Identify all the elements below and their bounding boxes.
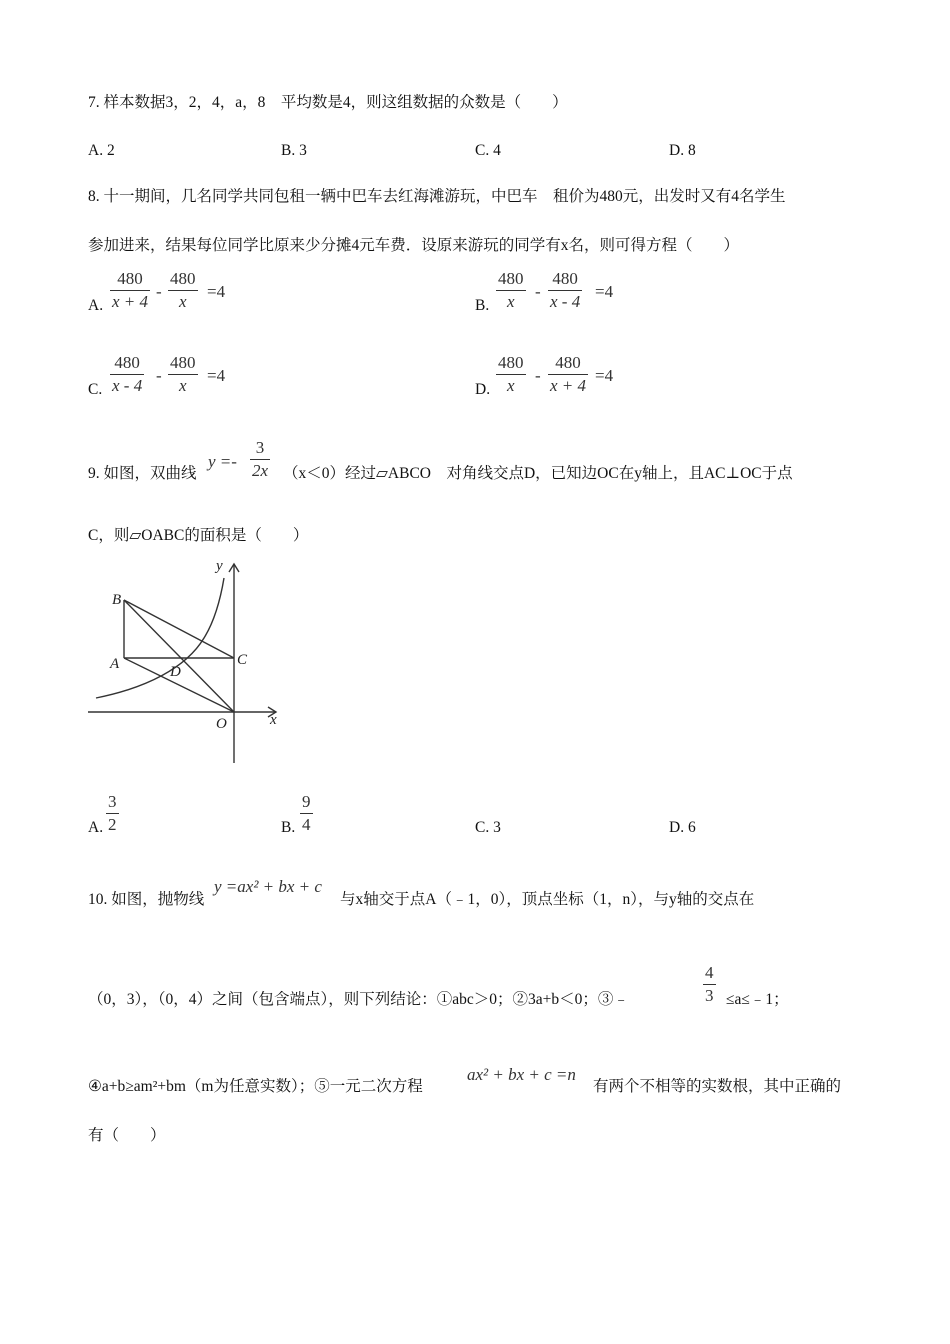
denominator: x - 4 bbox=[550, 292, 581, 311]
denominator: x bbox=[168, 374, 198, 397]
numerator: 480 bbox=[170, 353, 196, 372]
figure-label-b: B bbox=[112, 592, 122, 608]
q8-option-b-rhs: =4 bbox=[595, 282, 614, 301]
denominator: x bbox=[496, 374, 526, 397]
denominator: 2x bbox=[252, 461, 269, 480]
q7-option-b: B. 3 bbox=[281, 142, 307, 159]
q10-equation: y =ax² + bx + c bbox=[214, 877, 322, 896]
q10-stem-prefix: 10. 如图，抛物线 bbox=[88, 891, 205, 908]
figure-label-d: D bbox=[170, 664, 181, 680]
q8-option-b-minus: - bbox=[535, 282, 541, 301]
q9-equation-lhs: y =- bbox=[208, 452, 237, 471]
q8-option-a-rhs: =4 bbox=[207, 282, 226, 301]
numerator: 480 bbox=[117, 269, 143, 288]
denominator: x - 4 bbox=[112, 376, 143, 395]
denominator: x bbox=[168, 290, 198, 313]
numerator: 480 bbox=[552, 269, 578, 288]
figure-label-o: O bbox=[216, 716, 227, 732]
numerator: 3 bbox=[255, 438, 265, 457]
numerator: 9 bbox=[302, 792, 311, 811]
q8-option-d-fraction-1 bbox=[496, 352, 526, 397]
q8-option-a-fraction-1 bbox=[110, 268, 150, 313]
q8-option-a-label: A. bbox=[88, 297, 104, 314]
q10-stem-line3-b: 有两个不相等的实数根，其中正确的 bbox=[593, 1078, 842, 1095]
figure-label-a: A bbox=[110, 656, 120, 672]
denominator: x bbox=[496, 290, 526, 313]
q9-option-b-fraction bbox=[300, 791, 313, 836]
q9-parallelogram-figure bbox=[86, 558, 286, 768]
denominator: x + 4 bbox=[112, 292, 149, 311]
numerator: 480 bbox=[498, 353, 524, 372]
q7-option-c: C. 4 bbox=[475, 142, 501, 159]
q10-stem-suffix: 与x轴交于点A（﹣1，0），顶点坐标（1，n），与y轴的交点在 bbox=[340, 891, 755, 908]
q8-option-c-fraction-2 bbox=[168, 352, 198, 397]
q8-option-c-minus: - bbox=[156, 366, 162, 385]
q8-stem-line2: 参加进来，结果每位同学比原来少分摊4元车费．设原来游玩的同学有x名，则可得方程（ ） bbox=[88, 237, 740, 254]
q8-option-c-rhs: =4 bbox=[207, 366, 226, 385]
q9-option-d: D. 6 bbox=[669, 819, 696, 836]
q7-stem: 7. 样本数据3，2，4，a，8 平均数是4，则这组数据的众数是（ ） bbox=[88, 94, 568, 111]
q9-option-a-label: A. bbox=[88, 819, 104, 836]
q8-option-a-minus: - bbox=[156, 282, 162, 301]
q10-stem-line3-a: ④a+b≥am²+bm（m为任意实数）；⑤一元二次方程 bbox=[88, 1078, 423, 1095]
q8-option-b-fraction-1 bbox=[496, 268, 526, 313]
q9-equation-fraction bbox=[250, 437, 270, 482]
numerator: 3 bbox=[108, 792, 117, 811]
numerator: 480 bbox=[555, 353, 581, 372]
q10-line3-equation: ax² + bx + c =n bbox=[467, 1065, 576, 1084]
q8-option-b-label: B. bbox=[475, 297, 490, 314]
q8-option-c-fraction-1 bbox=[110, 352, 144, 397]
q7-option-a: A. 2 bbox=[88, 142, 115, 159]
q8-option-c-label: C. bbox=[88, 381, 103, 398]
q9-option-b-label: B. bbox=[281, 819, 296, 836]
numerator: 480 bbox=[114, 353, 140, 372]
diagonal-bo bbox=[124, 600, 234, 712]
denominator: x + 4 bbox=[550, 376, 587, 395]
denominator: 4 bbox=[302, 815, 311, 834]
figure-label-c: C bbox=[237, 652, 248, 668]
q10-stem-line2-a: （0，3），（0，4）之间（包含端点），则下列结论：①abc＞0；②3a+b＜0；③﹣ bbox=[88, 991, 629, 1008]
q9-option-a-fraction bbox=[106, 791, 119, 836]
q8-option-d-minus: - bbox=[535, 366, 541, 385]
q8-option-d-fraction-2 bbox=[548, 352, 588, 397]
numerator: 4 bbox=[705, 963, 714, 982]
q10-stem-line2-b: ≤a≤﹣1； bbox=[726, 991, 789, 1008]
denominator: 3 bbox=[705, 986, 714, 1005]
q9-option-c: C. 3 bbox=[475, 819, 501, 836]
q8-option-d-rhs: =4 bbox=[595, 366, 614, 385]
q8-stem-line1: 8. 十一期间，几名同学共同包租一辆中巴车去红海滩游玩，中巴车 租价为480元，出发时又有4名学生 bbox=[88, 188, 786, 205]
q10-stem-line4: 有（ ） bbox=[88, 1127, 166, 1144]
denominator: 2 bbox=[108, 815, 117, 834]
figure-label-y: y bbox=[216, 558, 223, 574]
numerator: 480 bbox=[170, 269, 196, 288]
q9-stem-prefix: 9. 如图，双曲线 bbox=[88, 465, 197, 482]
numerator: 480 bbox=[498, 269, 524, 288]
q8-option-a-fraction-2 bbox=[168, 268, 198, 313]
q9-stem-suffix: （x＜0）经过▱ABCO 对角线交点D，已知边OC在y轴上，且AC⊥OC于点 bbox=[283, 465, 793, 482]
q8-option-d-label: D. bbox=[475, 381, 491, 398]
q10-line2-fraction bbox=[703, 962, 716, 1007]
q8-option-b-fraction-2 bbox=[548, 268, 582, 313]
q9-stem-line2: C，则▱OABC的面积是（ ） bbox=[88, 527, 309, 544]
figure-label-x: x bbox=[270, 712, 277, 728]
q7-option-d: D. 8 bbox=[669, 142, 696, 159]
